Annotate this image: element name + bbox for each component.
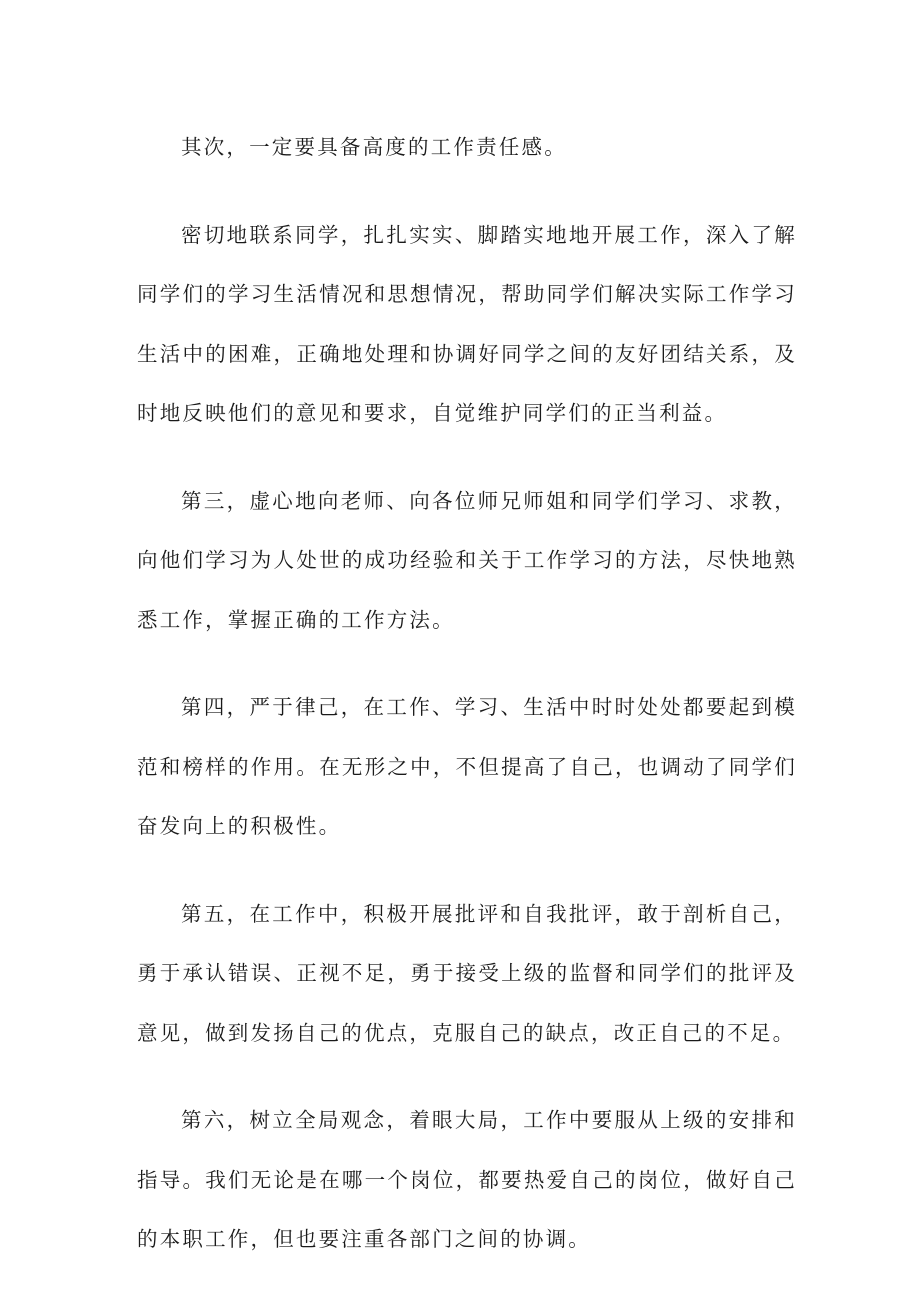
paragraph-fourth-self-discipline: 第四，严于律己，在工作、学习、生活中时时处处都要起到模范和榜样的作用。在无形之中，不但提高了自己，也调动了同学们奋发向上的积极性。	[137, 695, 797, 838]
paragraph-contact-classmates: 密切地联系同学，扎扎实实、脚踏实地地开展工作，深入了解同学们的学习生活情况和思想情况，帮助同学们解决实际工作学习生活中的困难，正确地处理和协调好同学之间的友好团结关系，及时地反映他们的意见和要求，自觉维护同学们的正当利益。	[137, 222, 797, 425]
paragraph-sixth-overall-view: 第六，树立全局观念，着眼大局，工作中要服从上级的安排和指导。我们无论是在哪一个岗位，都要热爱自己的岗位，做好自己的本职工作，但也要注重各部门之间的协调。	[137, 1108, 797, 1251]
paragraph-third-learn: 第三，虚心地向老师、向各位师兄师姐和同学们学习、求教，向他们学习为人处世的成功经验和关于工作学习的方法，尽快地熟悉工作，掌握正确的工作方法。	[137, 488, 797, 632]
paragraph-fifth-criticism: 第五，在工作中，积极开展批评和自我批评，敢于剖析自己，勇于承认错误、正视不足，勇于接受上级的监督和同学们的批评及意见，做到发扬自己的优点，克服自己的缺点，改正自己的不足。	[137, 901, 797, 1045]
paragraph-responsibility: 其次，一定要具备高度的工作责任感。	[181, 135, 567, 159]
document-body	[137, 118, 797, 1298]
